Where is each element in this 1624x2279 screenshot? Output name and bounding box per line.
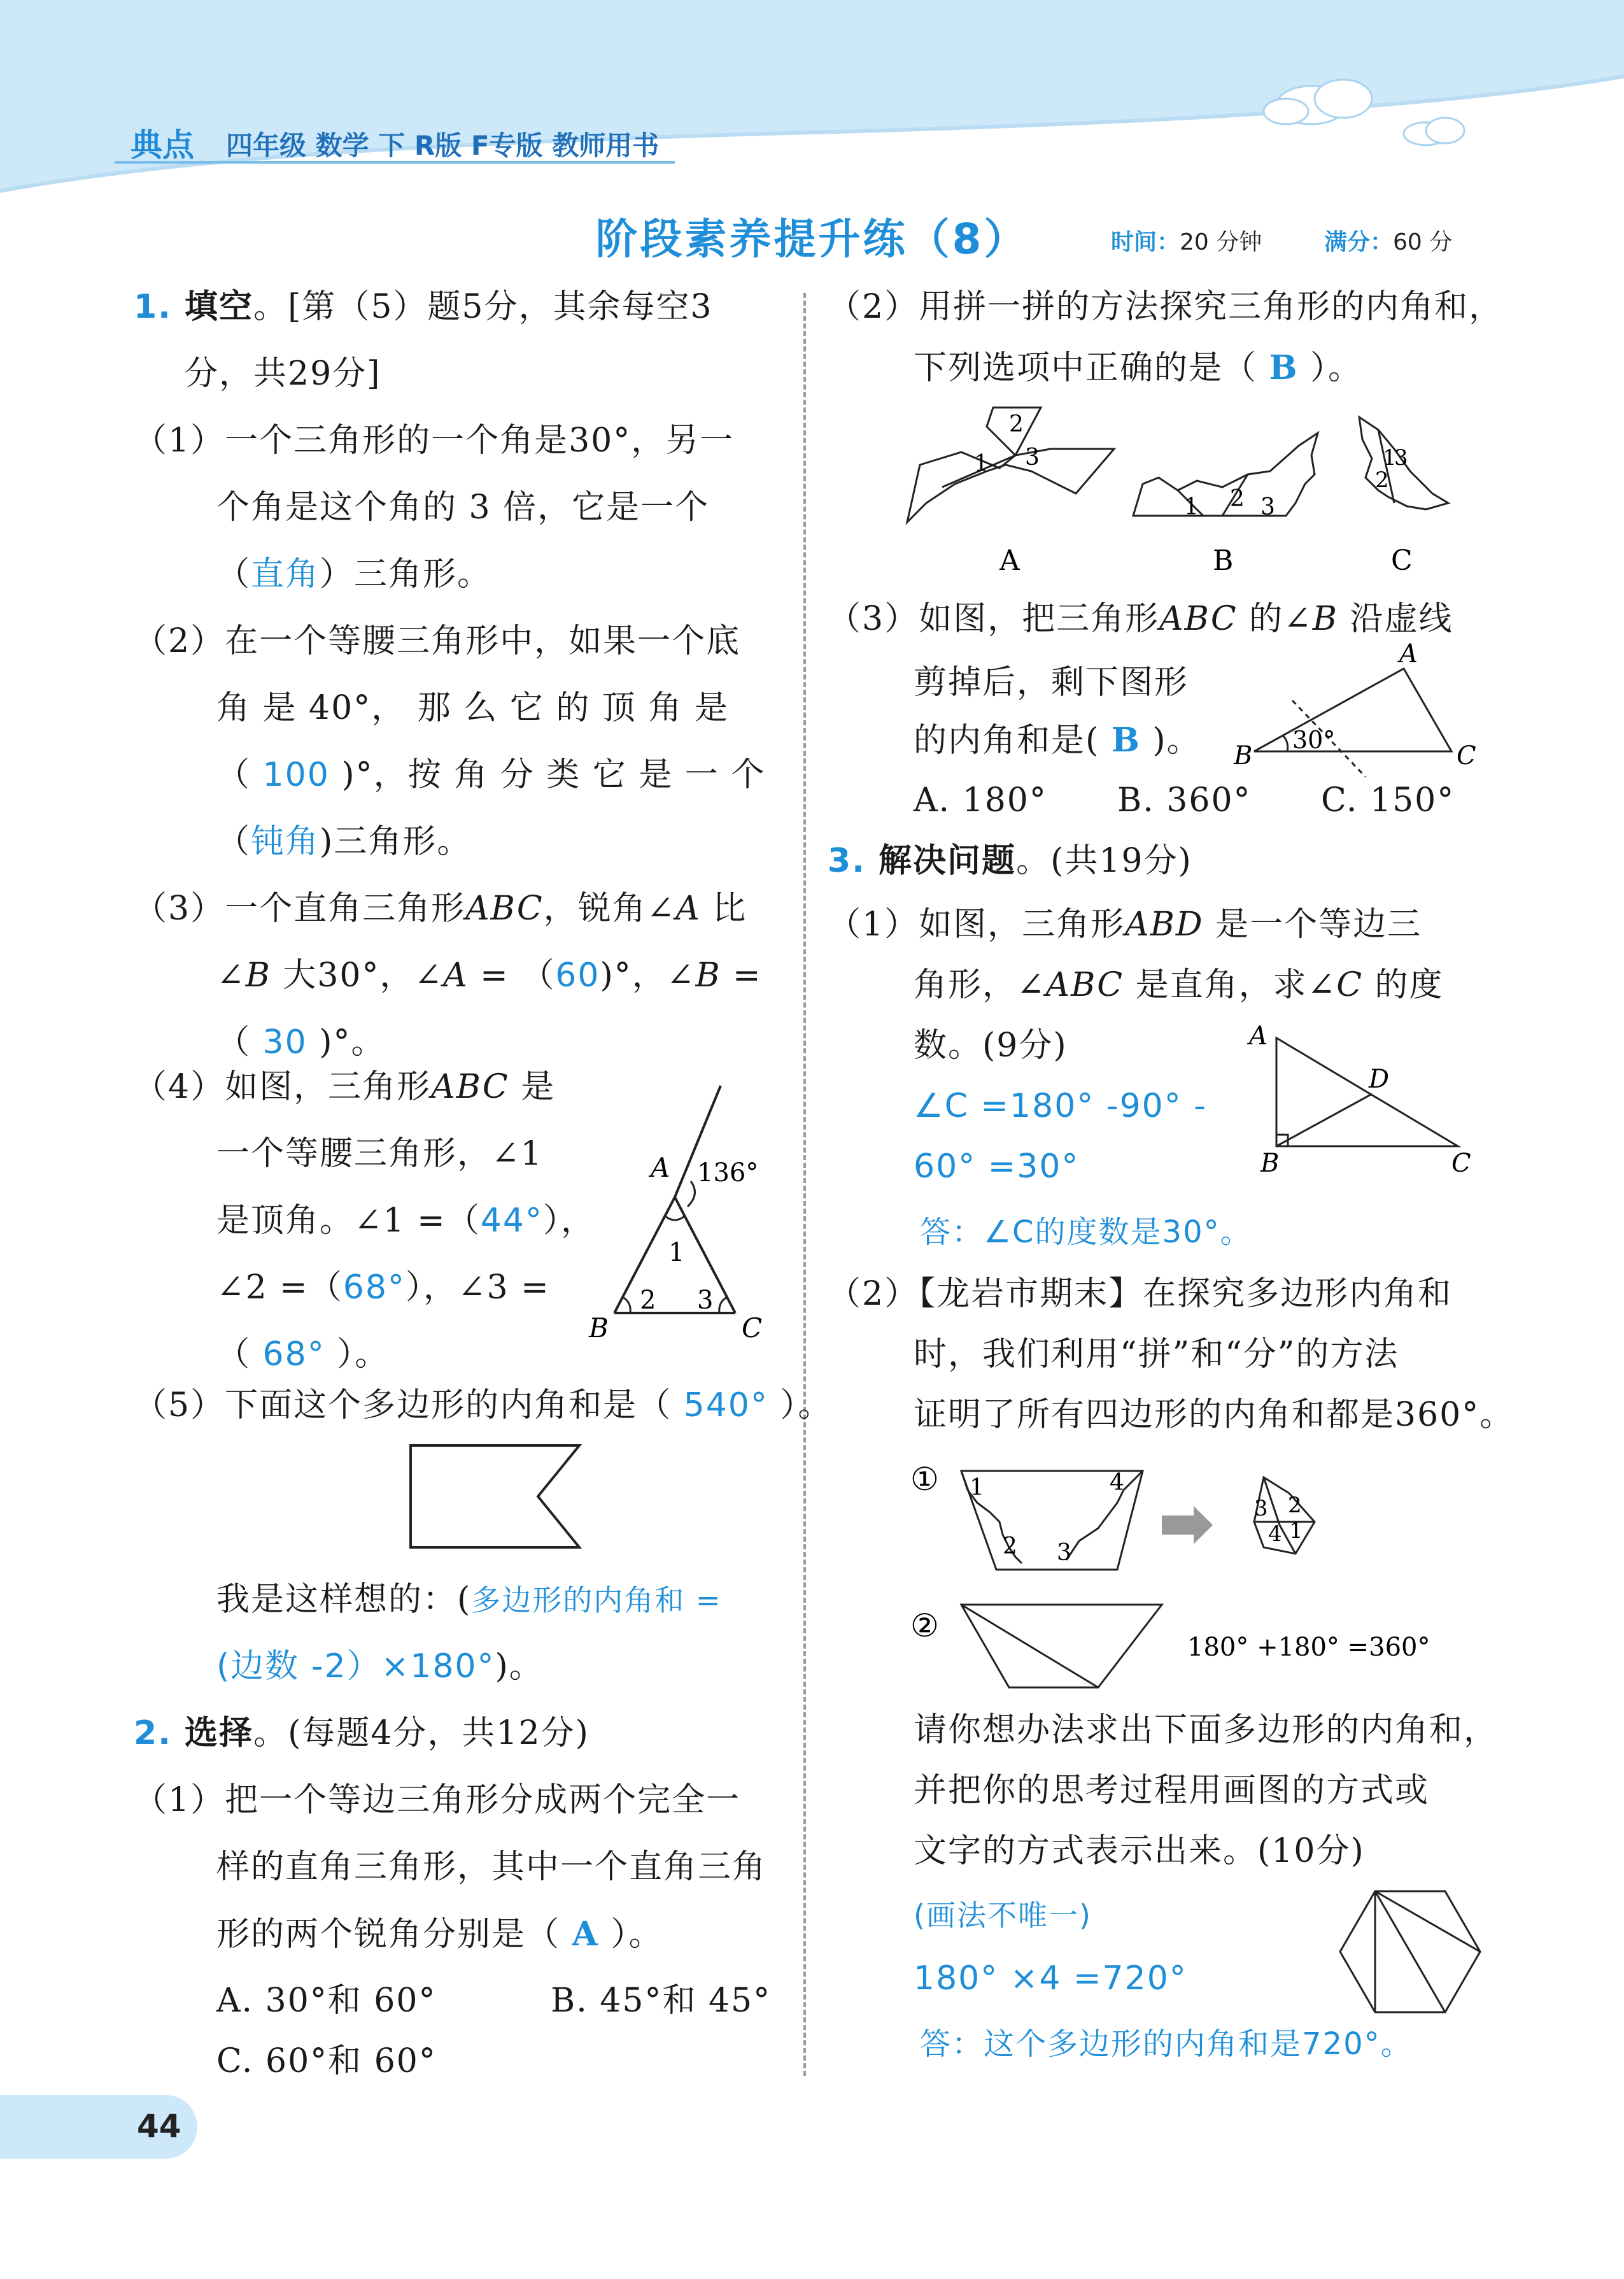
svg-text:2: 2 xyxy=(1003,1533,1017,1559)
svg-text:1: 1 xyxy=(1289,1518,1303,1544)
svg-text:B: B xyxy=(1213,544,1234,577)
q1-4-line2: 一个等腰三角形，∠1 xyxy=(216,1135,543,1173)
q1-5-think-line1: 我是这样想的：(多边形的内角和 = xyxy=(216,1580,722,1619)
q2-1-line3: 形的两个锐角分别是（ A ）。 xyxy=(216,1915,663,1954)
q1-5-think-line2: (边数 -2）×180°)。 xyxy=(216,1647,544,1686)
q3-2-task-line3: 文字的方式表示出来。(10分) xyxy=(914,1832,1365,1870)
full-score: 满分：60 分 xyxy=(1324,229,1453,255)
svg-text:136°: 136° xyxy=(697,1158,759,1188)
hexagon-figure xyxy=(1337,1885,1483,2019)
svg-text:C: C xyxy=(742,1312,763,1344)
option-b-figure xyxy=(1133,433,1318,577)
q1-4-line4: ∠2 =（68°），∠3 = xyxy=(216,1268,550,1307)
option-a-figure xyxy=(907,408,1114,577)
q2-2-line1: （2）用拼一拼的方法探究三角形的内角和， xyxy=(828,288,1504,326)
answer-text: 钝角 xyxy=(251,823,320,861)
svg-text:4: 4 xyxy=(1268,1521,1282,1547)
q1-1-line3: （直角）三角形。 xyxy=(216,555,492,593)
q1-2-line2: 角 是 40°， 那 么 它 的 顶 角 是 xyxy=(216,689,729,727)
q3-2-task-line2: 并把你的思考过程用画图的方式或 xyxy=(914,1771,1430,1810)
isosceles-triangle-figure xyxy=(586,1076,777,1344)
answer-text: B xyxy=(1111,721,1141,760)
page-title: 阶段素养提升练（8） xyxy=(595,215,1029,264)
answer-text: 30 xyxy=(262,1023,307,1061)
answer-text: B xyxy=(1269,348,1299,387)
q2-3-line1: （3）如图，把三角形ABC 的∠B 沿虚线 xyxy=(828,600,1453,638)
svg-text:1: 1 xyxy=(1383,445,1397,471)
svg-text:2: 2 xyxy=(1009,411,1024,437)
q2-3-option-c: C. 150° xyxy=(1321,781,1455,820)
q1-4-line5: （ 68° ）。 xyxy=(216,1335,390,1374)
quadrilateral-proof-figure xyxy=(907,1452,1480,1707)
q1-5-line1: （5）下面这个多边形的内角和是（ 540° ）。 xyxy=(134,1386,833,1424)
svg-text:1: 1 xyxy=(668,1238,685,1267)
answer-text: 多边形的内角和 = xyxy=(471,1583,722,1617)
svg-text:B: B xyxy=(1260,1149,1280,1178)
q2-1-option-c: C. 60°和 60° xyxy=(216,2042,437,2080)
section-1-heading: 1. 填空。[第（5）题5分，其余每空3 xyxy=(134,288,713,326)
svg-text:A: A xyxy=(999,544,1020,577)
svg-text:3: 3 xyxy=(697,1286,714,1315)
angle-puzzle-figures xyxy=(904,401,1477,586)
svg-text:2: 2 xyxy=(1230,486,1245,512)
column-divider xyxy=(803,293,806,2076)
answer-text: 68° xyxy=(342,1268,406,1307)
svg-text:2: 2 xyxy=(1375,467,1389,493)
q1-2-line3: （ 100 )°，按 角 分 类 它 是 一 个 xyxy=(216,756,766,794)
logo: 典点 xyxy=(131,127,194,164)
q3-2-answer-calc: 180° ×4 =720° xyxy=(914,1959,1187,1998)
answer-text: 直角 xyxy=(251,555,320,593)
page-number: 44 xyxy=(137,2108,181,2145)
answer-text: 44° xyxy=(480,1202,543,1240)
q3-2-line3: 证明了所有四边形的内角和都是360°。 xyxy=(914,1396,1515,1434)
svg-text:2: 2 xyxy=(640,1286,656,1315)
svg-text:A: A xyxy=(1399,639,1418,669)
svg-text:4: 4 xyxy=(1110,1470,1124,1496)
svg-text:1: 1 xyxy=(974,451,989,477)
q3-1-line3: 数。(9分) xyxy=(914,1026,1068,1065)
q2-2-line2: 下列选项中正确的是（ B ）。 xyxy=(914,348,1363,387)
q3-1-line1: （1）如图，三角形ABD 是一个等边三 xyxy=(828,905,1422,944)
q2-1-option-a: A. 30°和 60° xyxy=(216,1982,437,2020)
q3-2-answer-note: (画法不唯一) xyxy=(914,1898,1092,1933)
q3-2-answer-final: 答：这个多边形的内角和是720°。 xyxy=(920,2026,1413,2062)
q3-2-task-line1: 请你想办法求出下面多边形的内角和， xyxy=(914,1711,1499,1749)
pentagon-figure xyxy=(401,1439,592,1554)
q2-3-option-a: A. 180° xyxy=(914,781,1047,820)
svg-text:D: D xyxy=(1369,1065,1390,1094)
section-1-desc: 分，共29分] xyxy=(185,355,381,393)
svg-text:②: ② xyxy=(910,1607,939,1644)
q3-2-line2: 时，我们利用“拼”和“分”的方法 xyxy=(914,1335,1399,1374)
q2-1-option-b: B. 45°和 45° xyxy=(551,1982,772,2020)
q1-3-line2: ∠B 大30°，∠A = （60)°，∠B = xyxy=(216,956,762,995)
q1-3-line1: （3）一个直角三角形ABC，锐角∠A 比 xyxy=(134,890,747,928)
svg-text:C: C xyxy=(1391,544,1413,577)
svg-text:1: 1 xyxy=(970,1475,984,1501)
svg-text:①: ① xyxy=(910,1461,939,1498)
series-title: 四年级 数学 下 R版 F专版 教师用书 xyxy=(226,130,660,161)
q1-4-line3: 是顶角。∠1 =（44°）， xyxy=(216,1202,595,1240)
answer-text: (边数 -2）×180° xyxy=(216,1647,495,1686)
q2-1-line2: 样的直角三角形，其中一个直角三角 xyxy=(216,1848,767,1886)
q3-1-line2: 角形，∠ABC 是直角，求∠C 的度 xyxy=(914,966,1444,1004)
q1-2-line4: （钝角)三角形。 xyxy=(216,823,472,861)
answer-text: 540° xyxy=(683,1386,768,1424)
q2-3-line2: 剪掉后，剩下图形 xyxy=(914,664,1189,702)
q3-1-answer-line3: 答：∠C的度数是30°。 xyxy=(920,1214,1252,1250)
svg-text:180° +180° =360°: 180° +180° =360° xyxy=(1187,1633,1430,1662)
q2-1-line1: （1）把一个等边三角形分成两个完全一 xyxy=(134,1781,741,1819)
q3-2-line1: （2）【龙岩市期末】在探究多边形内角和 xyxy=(828,1275,1453,1313)
triangle-cut-figure xyxy=(1229,637,1483,783)
svg-text:B: B xyxy=(589,1312,609,1344)
q3-1-answer-line2: 60° =30° xyxy=(914,1147,1080,1186)
svg-text:30°: 30° xyxy=(1292,726,1336,754)
svg-text:1: 1 xyxy=(1184,494,1199,520)
svg-text:C: C xyxy=(1457,741,1476,770)
svg-text:3: 3 xyxy=(1025,444,1040,471)
q1-1-line1: （1）一个三角形的一个角是30°，另一 xyxy=(134,422,735,460)
svg-text:3: 3 xyxy=(1254,1496,1268,1521)
section-3-heading: 3. 解决问题。(共19分) xyxy=(828,842,1192,880)
svg-text:3: 3 xyxy=(1394,445,1408,471)
svg-text:2: 2 xyxy=(1288,1493,1302,1518)
answer-text: 68° xyxy=(262,1335,325,1374)
svg-text:A: A xyxy=(651,1152,670,1183)
q2-3-option-b: B. 360° xyxy=(1117,781,1252,820)
q1-1-line2: 个角是这个角的 3 倍，它是一个 xyxy=(216,488,710,527)
header-background xyxy=(0,0,1624,210)
svg-text:3: 3 xyxy=(1057,1540,1071,1566)
option-c-figure xyxy=(1359,417,1448,577)
right-triangle-figure xyxy=(1241,1019,1483,1178)
answer-text: 100 xyxy=(262,756,330,794)
answer-text: 60 xyxy=(555,956,600,995)
svg-text:3: 3 xyxy=(1260,494,1275,520)
answer-text: A xyxy=(572,1915,599,1954)
section-2-heading: 2. 选择。(每题4分，共12分) xyxy=(134,1714,590,1752)
time-limit: 时间：20 分钟 xyxy=(1111,229,1262,255)
svg-text:C: C xyxy=(1451,1149,1471,1178)
q2-3-line3: 的内角和是( B )。 xyxy=(914,721,1201,760)
q1-3-line3: （ 30 )°。 xyxy=(216,1023,386,1061)
q1-2-line1: （2）在一个等腰三角形中，如果一个底 xyxy=(134,622,741,660)
q3-1-answer-line1: ∠C =180° -90° - xyxy=(914,1087,1208,1125)
q1-4-line1: （4）如图，三角形ABC 是 xyxy=(134,1068,556,1106)
svg-text:A: A xyxy=(1249,1021,1267,1051)
svg-text:B: B xyxy=(1234,741,1253,770)
